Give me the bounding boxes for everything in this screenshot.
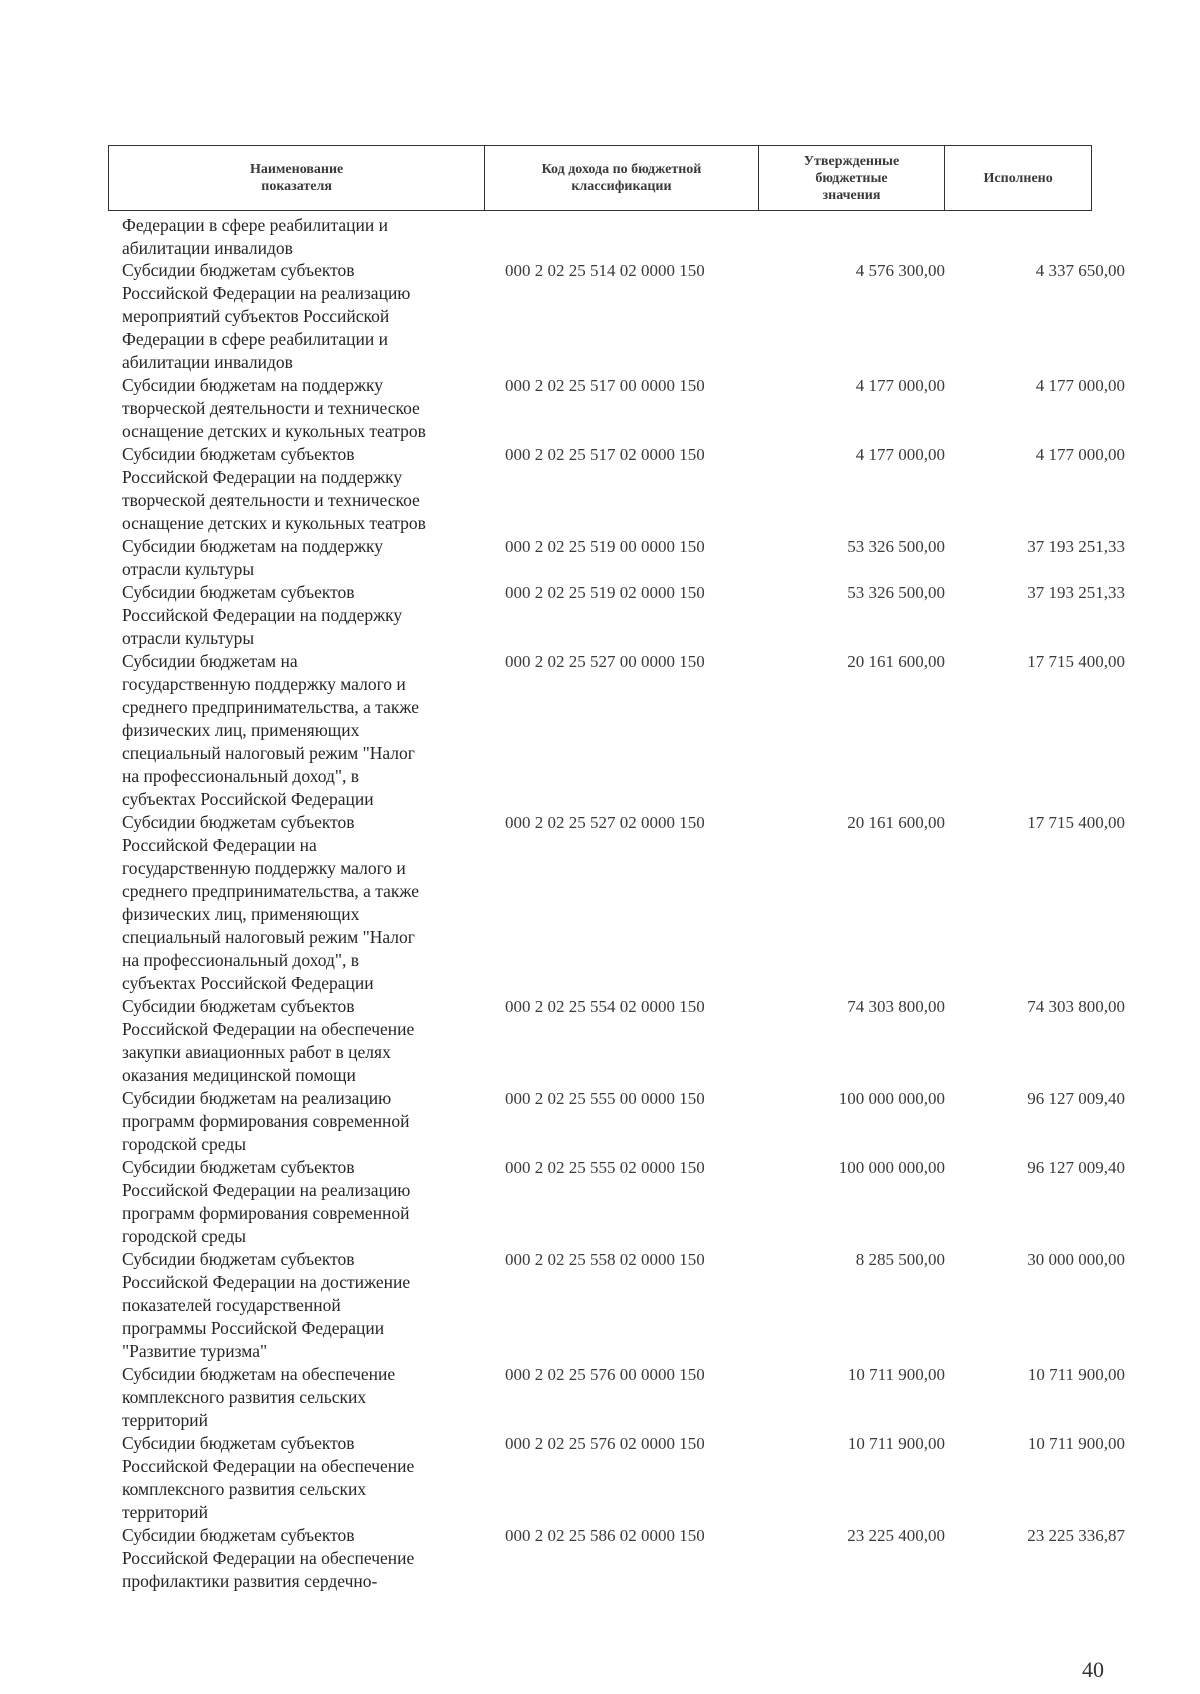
- row-name: Субсидии бюджетам на поддержку творческой деятельности и техническое оснащение детских и кукольных театров: [122, 375, 426, 441]
- row-code: 000 2 02 25 576 02 0000 150: [505, 1434, 705, 1453]
- header-approved: Утвержденные бюджетные значения: [759, 146, 946, 210]
- row-done: 4 177 000,00: [1035, 376, 1125, 395]
- row-code: 000 2 02 25 555 00 0000 150: [505, 1089, 705, 1108]
- header-name: Наименование показателя: [109, 146, 485, 210]
- row-done: 4 177 000,00: [1035, 445, 1125, 464]
- row-approved: 4 177 000,00: [855, 376, 945, 395]
- row-code: 000 2 02 25 517 00 0000 150: [505, 376, 705, 395]
- row-code: 000 2 02 25 558 02 0000 150: [505, 1250, 705, 1269]
- row-approved: 4 177 000,00: [855, 445, 945, 464]
- row-name: Субсидии бюджетам субъектов Российской Федерации на реализацию программ формирования современной городской среды: [122, 1157, 411, 1246]
- row-code: 000 2 02 25 519 02 0000 150: [505, 583, 705, 602]
- row-name: Субсидии бюджетам субъектов Российской Федерации на поддержку творческой деятельности и техническое оснащение детских и кукольных театров: [122, 444, 426, 533]
- table-header: [108, 145, 1092, 211]
- row-code: 000 2 02 25 586 02 0000 150: [505, 1526, 705, 1545]
- row-done: 4 337 650,00: [1035, 261, 1125, 280]
- row-name: Субсидии бюджетам на реализацию программ формирования современной городской среды: [122, 1088, 410, 1154]
- row-done: 37 193 251,33: [1027, 537, 1125, 556]
- row-code: 000 2 02 25 555 02 0000 150: [505, 1158, 705, 1177]
- header-code: Код дохода по бюджетной классификации: [485, 146, 758, 210]
- row-name: Субсидии бюджетам субъектов Российской Федерации на обеспечение комплексного развития сельских территорий: [122, 1433, 415, 1522]
- row-name: Субсидии бюджетам субъектов Российской Федерации на государственную поддержку малого и среднего предпринимательства, а также физических лиц, применяющих специальный налоговый режим "Налог на профессиональный доход", в субъектах Российской Федерации: [122, 812, 419, 993]
- row-code: 000 2 02 25 527 02 0000 150: [505, 813, 705, 832]
- row-approved: 100 000 000,00: [838, 1158, 945, 1177]
- row-done: 96 127 009,40: [1027, 1158, 1125, 1177]
- row-name: Субсидии бюджетам субъектов Российской Федерации на реализацию мероприятий субъектов Российской Федерации в сфере реабилитации и абилитации инвалидов: [122, 260, 411, 372]
- row-done: 74 303 800,00: [1027, 997, 1125, 1016]
- row-name: Субсидии бюджетам субъектов Российской Федерации на обеспечение профилактики развития сердечно-: [122, 1525, 415, 1591]
- row-approved: 10 711 900,00: [847, 1365, 945, 1384]
- row-code: 000 2 02 25 519 00 0000 150: [505, 537, 705, 556]
- row-done: 17 715 400,00: [1027, 813, 1125, 832]
- row-approved: 23 225 400,00: [847, 1526, 945, 1545]
- row-name: Субсидии бюджетам на государственную поддержку малого и среднего предпринимательства, а также физических лиц, применяющих специальный налоговый режим "Налог на профессиональный доход", в субъектах Российской Федерации: [122, 651, 419, 809]
- row-name: Субсидии бюджетам на обеспечение комплексного развития сельских территорий: [122, 1364, 396, 1430]
- row-done: 17 715 400,00: [1027, 652, 1125, 671]
- row-done: 37 193 251,33: [1027, 583, 1125, 602]
- row-approved: 10 711 900,00: [847, 1434, 945, 1453]
- row-approved: 53 326 500,00: [847, 583, 945, 602]
- row-approved: 100 000 000,00: [838, 1089, 945, 1108]
- row-done: 96 127 009,40: [1027, 1089, 1125, 1108]
- row-code: 000 2 02 25 576 00 0000 150: [505, 1365, 705, 1384]
- row-code: 000 2 02 25 514 02 0000 150: [505, 261, 705, 280]
- row-approved: 20 161 600,00: [847, 813, 945, 832]
- row-code: 000 2 02 25 527 00 0000 150: [505, 652, 705, 671]
- row-code: 000 2 02 25 517 02 0000 150: [505, 445, 705, 464]
- row-name: Субсидии бюджетам субъектов Российской Федерации на поддержку отрасли культуры: [122, 582, 403, 648]
- row-code: 000 2 02 25 554 02 0000 150: [505, 997, 705, 1016]
- row-name: Субсидии бюджетам субъектов Российской Федерации на достижение показателей государственной программы Российской Федерации "Развитие туризма": [122, 1249, 411, 1361]
- row-approved: 4 576 300,00: [855, 261, 945, 280]
- row-approved: 74 303 800,00: [847, 997, 945, 1016]
- row-done: 30 000 000,00: [1027, 1250, 1125, 1269]
- row-done: 10 711 900,00: [1027, 1434, 1125, 1453]
- row-name: Субсидии бюджетам субъектов Российской Федерации на обеспечение закупки авиационных работ в целях оказания медицинской помощи: [122, 996, 415, 1085]
- row-done: 23 225 336,87: [1027, 1526, 1125, 1545]
- page-number: 40: [1082, 1657, 1104, 1682]
- header-done: Исполнено: [983, 170, 1053, 186]
- row-done: 10 711 900,00: [1027, 1365, 1125, 1384]
- row-approved: 20 161 600,00: [847, 652, 945, 671]
- row-approved: 8 285 500,00: [855, 1250, 945, 1269]
- row-approved: 53 326 500,00: [847, 537, 945, 556]
- row-name: Федерации в сфере реабилитации и абилитации инвалидов: [122, 215, 388, 258]
- row-name: Субсидии бюджетам на поддержку отрасли культуры: [122, 536, 384, 579]
